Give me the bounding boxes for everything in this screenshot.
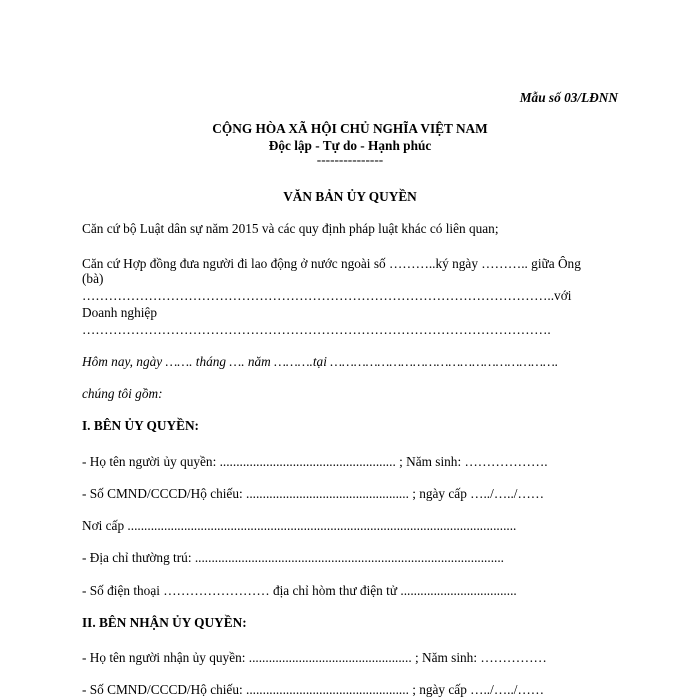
legal-basis-2-line-3: ……………………………………………………………………………………………..với [82, 288, 572, 303]
legal-basis-2-line-1: Căn cứ Hợp đồng đưa người đi lao động ở nước ngoài số ………..ký ngày ……….. giữa Ông [82, 256, 581, 271]
form-code: Mẫu số 03/LĐNN [519, 90, 618, 105]
document-title: VĂN BẢN ỦY QUYỀN [283, 189, 417, 204]
legal-basis-2-line-5: ……………………………………………………………………………………………. [82, 322, 551, 337]
separator: --------------- [316, 152, 384, 167]
grantee-name-line: - Họ tên người nhận ủy quyền: ................................................. ; Năm sinh: …………… [82, 650, 547, 665]
date-place-line: Hôm nay, ngày ……. tháng …. năm ……….tại …………………………………………………. [82, 354, 559, 369]
section-2-title: II. BÊN NHẬN ỦY QUYỀN: [82, 615, 247, 630]
grantee-id-line: - Số CMND/CCCD/Hộ chiếu: ................................................. ; ngày cấp …../…../…… [82, 682, 545, 697]
legal-basis-2-line-4: Doanh nghiệp [82, 305, 157, 320]
grantor-name-line: - Họ tên người ủy quyền: ..................................................... ; Năm sinh: ………………. [82, 454, 548, 469]
grantor-address-line: - Địa chỉ thường trú: ............................................................................................. [82, 550, 504, 565]
legal-basis-2-line-2: (bà) [82, 271, 104, 286]
national-title: CỘNG HÒA XÃ HỘI CHỦ NGHĨA VIỆT NAM [212, 121, 488, 136]
section-1-title: I. BÊN ỦY QUYỀN: [82, 418, 199, 433]
we-are-line: chúng tôi gồm: [82, 386, 163, 401]
motto: Độc lập - Tự do - Hạnh phúc [268, 138, 432, 153]
legal-basis-1: Căn cứ bộ Luật dân sự năm 2015 và các quy định pháp luật khác có liên quan; [82, 221, 499, 236]
grantor-phone-line: - Số điện thoại …………………… địa chỉ hòm thư điện tử ................................... [82, 583, 517, 598]
grantor-id-line: - Số CMND/CCCD/Hộ chiếu: ................................................. ; ngày cấp …../…../…… [82, 486, 545, 501]
grantor-issue-place-line: Nơi cấp ..................................................................................................................... [82, 518, 517, 533]
